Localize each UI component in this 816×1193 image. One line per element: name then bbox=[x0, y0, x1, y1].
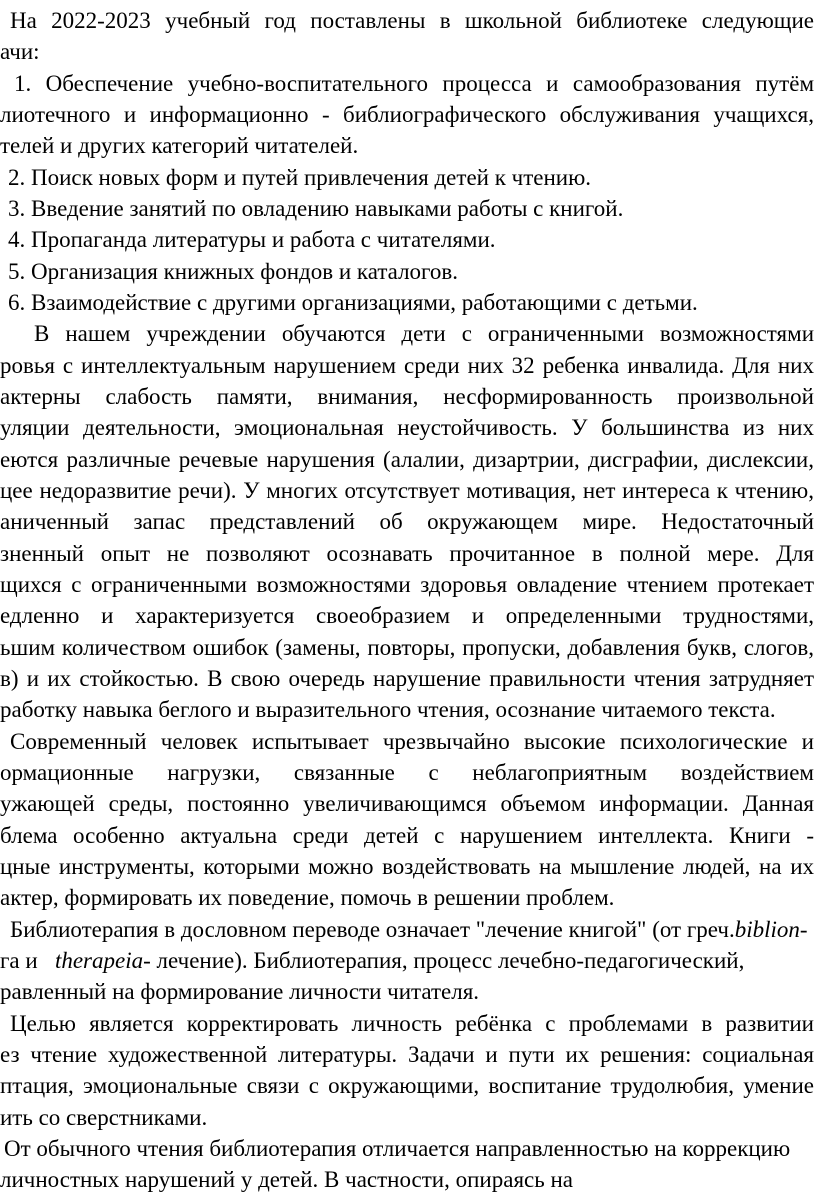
text-line bbox=[0, 946, 816, 976]
text-segment: - bbox=[799, 917, 808, 942]
text-line: ить со сверстниками. bbox=[0, 1105, 208, 1130]
text-line: цее недоразвитие речи). У многих отсутствует мотивация, нет интереса к чтению, bbox=[0, 478, 814, 503]
text-line: зненный опыт не позволяют осознавать прочитанное в полной мере. Для bbox=[0, 541, 814, 566]
text-line: 6. Взаимодействие с другими организациями, работающими с детьми. bbox=[8, 290, 698, 315]
text-line: работку навыка беглого и выразительного чтения, осознание читаемого текста. bbox=[0, 697, 776, 722]
text-line: 2. Поиск новых форм и путей привлечения детей к чтению. bbox=[8, 165, 592, 190]
text-line: ормационные нагрузки, связанные с неблагоприятным воздействием bbox=[0, 760, 814, 785]
text-line: блема особенно актуальна среди детей с нарушением интеллекта. Книги - bbox=[0, 823, 814, 848]
text-line: ачи: bbox=[0, 39, 40, 64]
text-line: щихся с ограниченными возможностями здоровья овладение чтением протекает bbox=[0, 572, 814, 597]
text-line: личностных нарушений у детей. В частности, опираясь на bbox=[0, 1167, 573, 1192]
text-line: На 2022-2023 учебный год поставлены в школьной библиотеке следующие bbox=[10, 8, 814, 33]
text-line: лиотечного и информационно - библиографического обслуживания учащихся, bbox=[0, 102, 814, 127]
text-segment: Библиотерапия в дословном переводе означает "лечение книгой" (от греч. bbox=[10, 917, 735, 942]
text-line: еются различные речевые нарушения (алалии, дизартрии, дисграфии, дислексии, bbox=[0, 447, 814, 472]
text-line: 3. Введение занятий по овладению навыками работы с книгой. bbox=[8, 196, 624, 221]
text-line: аниченный запас представлений об окружающем мире. Недостаточный bbox=[0, 509, 814, 534]
italic-term: therapeia bbox=[54, 948, 144, 973]
italic-term: biblion bbox=[734, 917, 800, 942]
text-line: Современный человек испытывает чрезвычайно высокие психологические и bbox=[10, 729, 814, 754]
text-line: ужающей среды, постоянно увеличивающимся объемом информации. Данная bbox=[0, 791, 814, 816]
text-line: В нашем учреждении обучаются дети с ограниченными возможностями bbox=[34, 321, 814, 346]
text-segment: га и bbox=[0, 948, 38, 973]
text-line: 4. Пропаганда литературы и работа с читателями. bbox=[8, 227, 496, 252]
text-line: птация, эмоциональные связи с окружающими, воспитание трудолюбия, умение bbox=[0, 1073, 814, 1098]
text-line: равленный на формирование личности читателя. bbox=[0, 979, 480, 1004]
text-line bbox=[0, 915, 816, 945]
text-line: уляции деятельности, эмоциональная неустойчивость. У большинства из них bbox=[0, 415, 814, 440]
text-line: телей и других категорий читателей. bbox=[0, 133, 359, 158]
text-line: 1. Обеспечение учебно-воспитательного процесса и самообразования путём bbox=[14, 71, 814, 96]
text-line: ьшим количеством ошибок (замены, повторы, пропуски, добавления букв, слогов, bbox=[0, 635, 814, 660]
text-line: ез чтение художественной литературы. Задачи и пути их решения: социальная bbox=[0, 1042, 814, 1067]
text-line: актер, формировать их поведение, помочь в решении проблем. bbox=[0, 885, 615, 910]
text-line: актерны слабость памяти, внимания, несформированность произвольной bbox=[0, 384, 814, 409]
text-line: ровья с интеллектуальным нарушением среди них 32 ребенка инвалида. Для них bbox=[0, 353, 814, 378]
text-line: От обычного чтения библиотерапия отличается направленностью на коррекцию bbox=[4, 1136, 791, 1161]
text-line: в) и их стойкостью. В свою очередь нарушение правильности чтения затрудняет bbox=[0, 666, 814, 691]
text-line: едленно и характеризуется своеобразием и определенными трудностями, bbox=[0, 603, 814, 628]
text-line: 5. Организация книжных фондов и каталогов. bbox=[8, 259, 459, 284]
text-segment: - лечение). Библиотерапия, процесс лечебно-педагогический, bbox=[143, 948, 745, 973]
text-line: цные инструменты, которыми можно воздействовать на мышление людей, на их bbox=[0, 854, 814, 879]
text-line: Целью является корректировать личность ребёнка с проблемами в развитии bbox=[10, 1011, 814, 1036]
